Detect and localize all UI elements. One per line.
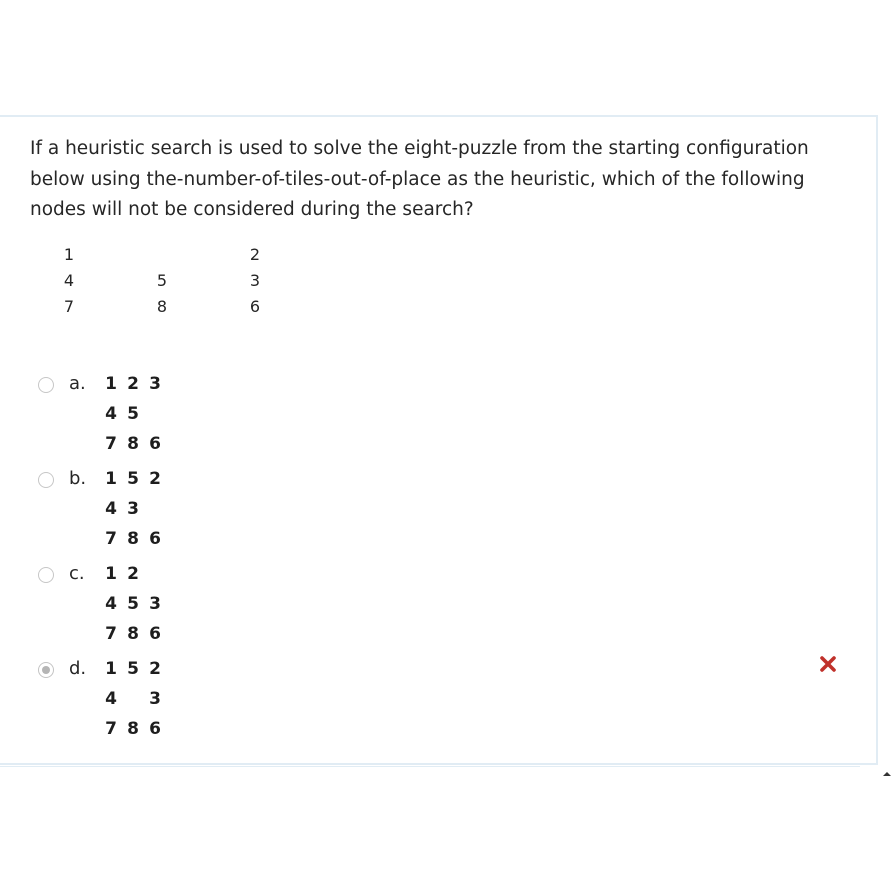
start-configuration [62,241,272,321]
start-cell: 6 [249,297,261,316]
option-cell: 4 [105,499,117,519]
start-cell: 5 [156,271,168,290]
option-letter: c. [69,563,85,584]
option-c-radio[interactable] [38,567,54,583]
option-cell: 5 [127,469,139,489]
start-cell: 7 [63,297,75,316]
start-cell: 8 [156,297,168,316]
start-cell: 1 [63,245,75,264]
option-cell: 1 [105,374,117,394]
option-b-radio[interactable] [38,472,54,488]
question-text: If a heuristic search is used to solve the eight-puzzle from the starting configuration below using the-number-of-tiles-out-of-place as the heuristic, which of the following nodes will not be considered during the search? [30,138,809,220]
option-cell: 1 [105,564,117,584]
option-cell: 5 [127,594,139,614]
option-cell: 7 [105,529,117,549]
option-cell: 6 [149,624,161,644]
scroll-caret-icon [883,772,891,776]
option-cell: 8 [127,719,139,739]
option-c[interactable] [38,563,858,657]
option-d-radio[interactable] [38,662,54,678]
option-cell: 7 [105,624,117,644]
option-cell: 3 [149,594,161,614]
option-cell: 5 [127,404,139,424]
option-cell: 6 [149,719,161,739]
option-cell: 2 [127,564,139,584]
option-c-grid [104,561,204,651]
option-cell: 1 [105,469,117,489]
start-cell: 2 [249,245,261,264]
option-d-grid [104,656,204,746]
option-letter: d. [69,658,87,679]
option-letter: b. [69,468,87,489]
option-letter: a. [69,373,86,394]
start-cell: 4 [63,271,75,290]
start-cell: 3 [249,271,261,290]
option-cell: 1 [105,659,117,679]
option-cell: 8 [127,434,139,454]
option-b-grid [104,466,204,556]
option-cell: 6 [149,529,161,549]
option-cell: 2 [149,659,161,679]
option-cell: 3 [149,374,161,394]
option-cell: 8 [127,624,139,644]
option-cell: 2 [127,374,139,394]
option-cell: 7 [105,434,117,454]
option-cell: 5 [127,659,139,679]
option-a-radio[interactable] [38,377,54,393]
option-cell: 2 [149,469,161,489]
option-a-grid [104,371,204,461]
option-cell: 4 [105,404,117,424]
option-b[interactable] [38,468,858,562]
option-cell: 4 [105,689,117,709]
close-icon [816,652,840,676]
option-cell: 6 [149,434,161,454]
option-cell: 8 [127,529,139,549]
option-cell: 4 [105,594,117,614]
option-cell: 3 [127,499,139,519]
option-d[interactable] [38,658,858,752]
option-cell: 7 [105,719,117,739]
option-cell: 3 [149,689,161,709]
option-a[interactable] [38,373,858,467]
divider [0,766,860,767]
